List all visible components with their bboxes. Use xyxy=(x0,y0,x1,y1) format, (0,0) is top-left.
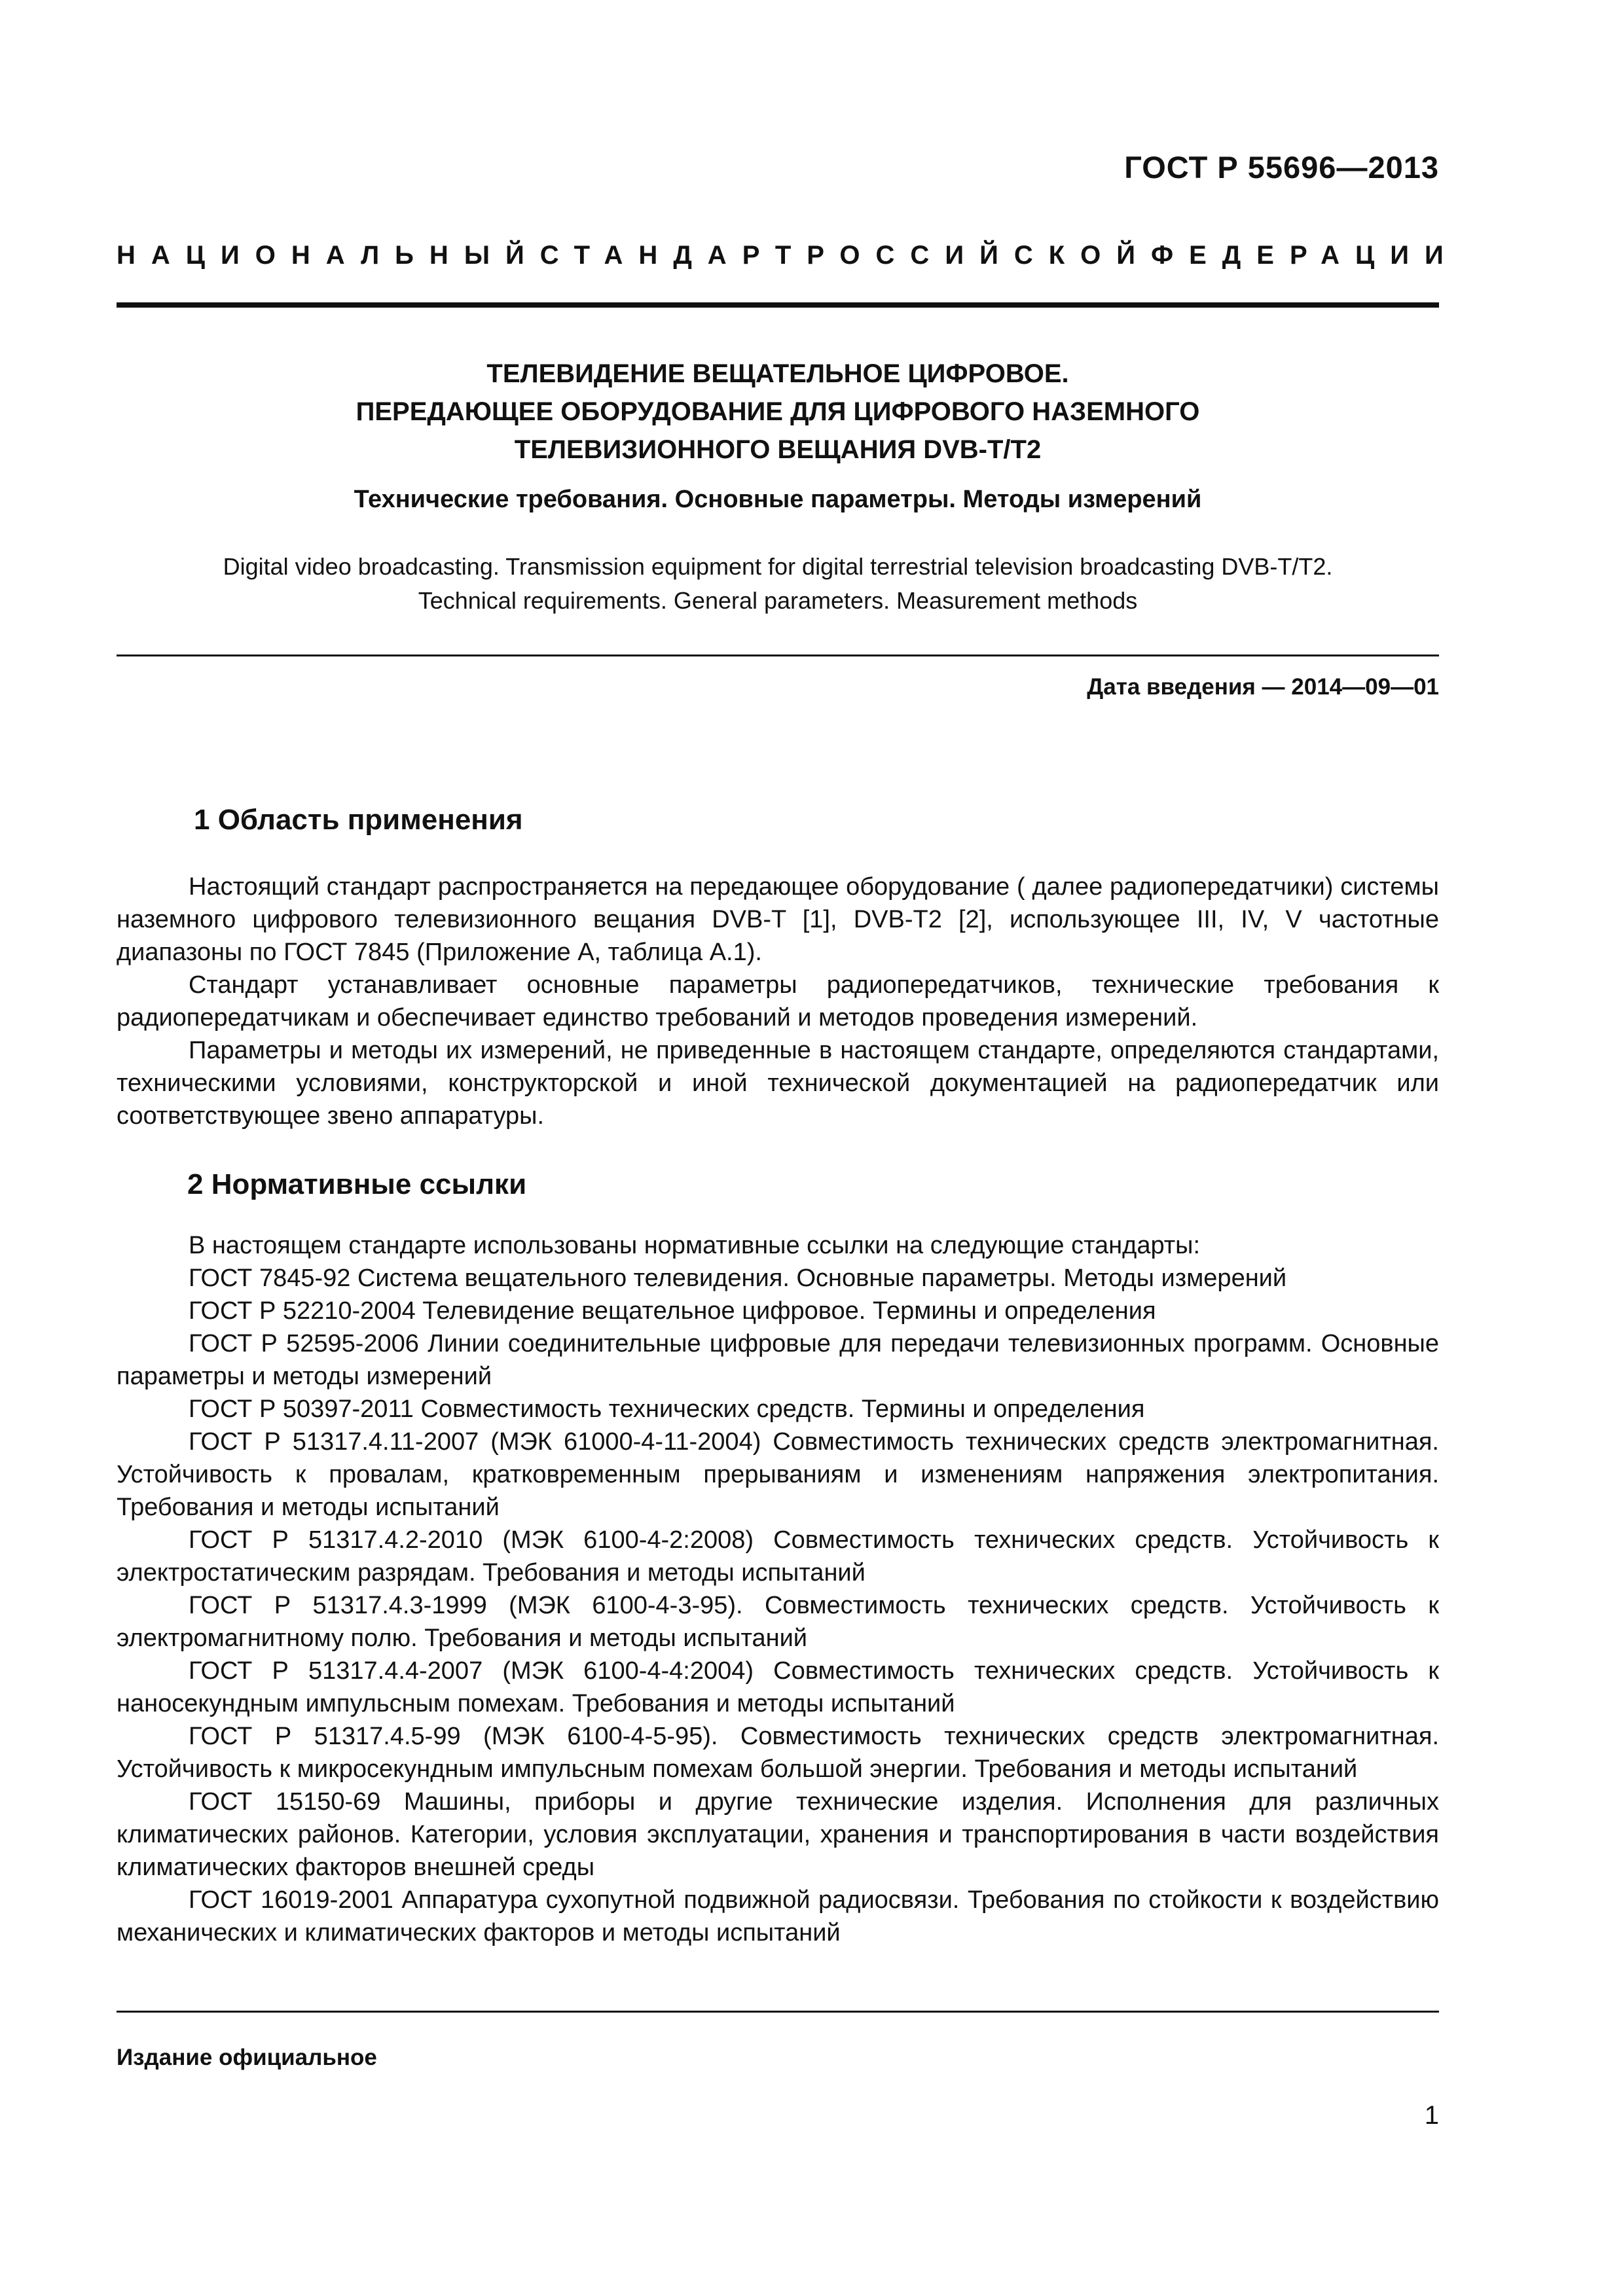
footer-divider xyxy=(117,2011,1439,2013)
paragraph: Стандарт устанавливает основные параметры радиопередатчиков, технические требования к радиопередатчикам и обеспечивает единство требований и методов проведения измерений. xyxy=(117,971,1439,1031)
section-heading-references: 2 Нормативные ссылки xyxy=(187,1168,527,1200)
reference-item: ГОСТ 16019-2001 Аппаратура сухопутной подвижной радиосвязи. Требования по стойкости к воздействию механических и климатических факторов и методы испытаний xyxy=(117,1886,1439,1946)
references-section-body xyxy=(117,1229,1439,1949)
reference-item: ГОСТ 7845-92 Система вещательного телевидения. Основные параметры. Методы измерений xyxy=(189,1265,1287,1292)
document-subtitle: Технические требования. Основные параметры. Методы измерений xyxy=(354,486,1202,513)
english-title-line: Technical requirements. General parameters. Measurement methods xyxy=(418,587,1138,614)
reference-item: ГОСТ Р 51317.4.3-1999 (МЭК 6100-4-3-95). Совместимость технических средств. Устойчивость к электромагнитному полю. Требования и методы испытаний xyxy=(117,1592,1439,1652)
paragraph: Параметры и методы их измерений, не приведенные в настоящем стандарте, определяются стандартами, техническими условиями, конструкторской и иной технической документацией на радиопередатчик или соответствующее звено аппаратуры. xyxy=(117,1037,1439,1130)
reference-item: ГОСТ Р 52210-2004 Телевидение вещательное цифровое. Термины и определения xyxy=(189,1297,1156,1325)
reference-item: ГОСТ Р 50397-2011 Совместимость технических средств. Термины и определения xyxy=(189,1395,1145,1423)
reference-item: ГОСТ Р 52595-2006 Линии соединительные цифровые для передачи телевизионных программ. Основные параметры и методы измерений xyxy=(117,1330,1439,1390)
english-title xyxy=(117,550,1439,618)
reference-item: ГОСТ Р 51317.4.4-2007 (МЭК 6100-4-4:2004) Совместимость технических средств. Устойчивость к наносекундным импульсным помехам. Требования и методы испытаний xyxy=(117,1657,1439,1717)
paragraph: В настоящем стандарте использованы нормативные ссылки на следующие стандарты: xyxy=(189,1232,1201,1259)
header-divider xyxy=(117,302,1439,308)
scope-section-body xyxy=(117,870,1439,1132)
title-line: ПЕРЕДАЮЩЕЕ ОБОРУДОВАНИЕ ДЛЯ ЦИФРОВОГО НАЗЕМНОГО xyxy=(356,397,1200,426)
paragraph: Настоящий стандарт распространяется на передающее оборудование ( далее радиопередатчики) системы наземного цифрового телевизионного вещания DVB-T [1], DVB-T2 [2], использующее III, IV, V частотные диапазоны по ГОСТ 7845 (Приложение А, таблица А.1). xyxy=(117,873,1439,966)
edition-label: Издание официальное xyxy=(117,2045,377,2070)
title-line: ТЕЛЕВИЗИОННОГО ВЕЩАНИЯ DVB-T/T2 xyxy=(514,435,1042,464)
section-heading-scope: 1 Область применения xyxy=(194,804,523,836)
page-number: 1 xyxy=(1424,2101,1439,2130)
document-title xyxy=(117,355,1439,469)
title-line: ТЕЛЕВИДЕНИЕ ВЕЩАТЕЛЬНОЕ ЦИФРОВОЕ. xyxy=(486,359,1069,388)
reference-item: ГОСТ Р 51317.4.11-2007 (МЭК 61000-4-11-2004) Совместимость технических средств электромагнитная. Устойчивость к провалам, кратковременным прерываниям и изменениям напряжения электропитания. Требования и методы испытаний xyxy=(117,1428,1439,1521)
introduction-date: Дата введения — 2014—09—01 xyxy=(1087,674,1439,700)
document-page xyxy=(117,0,1459,2296)
reference-item: ГОСТ Р 51317.4.2-2010 (МЭК 6100-4-2:2008) Совместимость технических средств. Устойчивость к электростатическим разрядам. Требования и методы испытаний xyxy=(117,1526,1439,1587)
banner-word: РОССИЙСКОЙ xyxy=(807,241,1151,270)
banner-word: ФЕДЕРАЦИИ xyxy=(1150,241,1459,270)
banner-word: СТАНДАРТ xyxy=(539,241,807,270)
reference-item: ГОСТ Р 51317.4.5-99 (МЭК 6100-4-5-95). Совместимость технических средств электромагнитная. Устойчивость к микросекундным импульсным помехам большой энергии. Требования и методы испытаний xyxy=(117,1723,1439,1783)
reference-item: ГОСТ 15150-69 Машины, приборы и другие технические изделия. Исполнения для различных климатических районов. Категории, условия эксплуатации, хранения и транспортирования в части воздействия климатических факторов внешней среды xyxy=(117,1788,1439,1881)
english-title-line: Digital video broadcasting. Transmission equipment for digital terrestrial television broadcasting DVB-T/T2. xyxy=(223,553,1333,580)
gost-number: ГОСТ Р 55696—2013 xyxy=(1124,150,1439,185)
title-divider xyxy=(117,655,1439,656)
banner-word: НАЦИОНАЛЬНЫЙ xyxy=(117,241,540,270)
national-standard-banner xyxy=(117,241,1459,270)
